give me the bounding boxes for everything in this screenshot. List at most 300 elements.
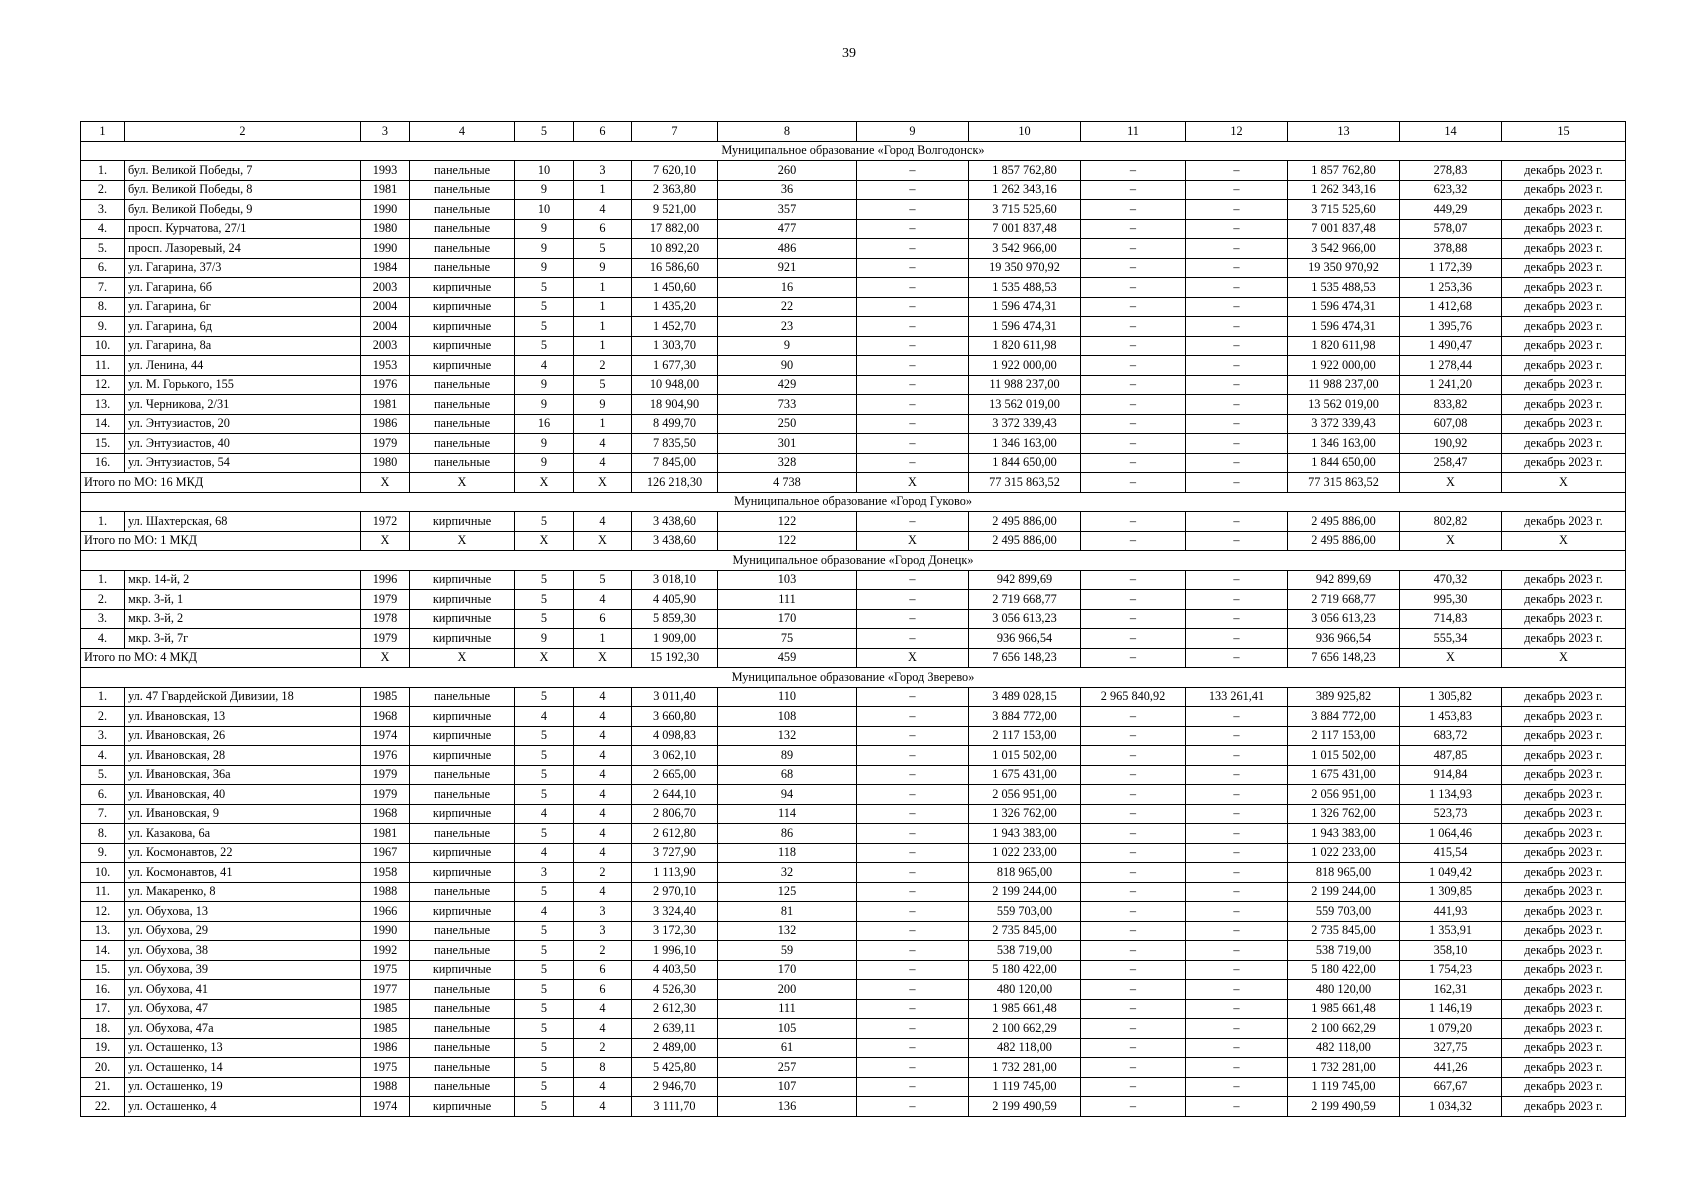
table-cell: – <box>1186 200 1288 220</box>
table-cell: – <box>1186 161 1288 181</box>
table-cell: 10. <box>81 863 125 883</box>
table-cell: 3 542 966,00 <box>969 239 1081 259</box>
table-cell: – <box>1081 609 1186 629</box>
table-cell: – <box>857 687 969 707</box>
table-cell: декабрь 2023 г. <box>1502 375 1626 395</box>
table-cell: ул. Ивановская, 40 <box>125 785 361 805</box>
table-cell: – <box>1186 278 1288 298</box>
section-total-row <box>81 473 1626 493</box>
table-cell: панельные <box>410 239 515 259</box>
table-cell: ул. Обухова, 29 <box>125 921 361 941</box>
table-cell: – <box>857 161 969 181</box>
table-cell: 9 <box>515 395 574 415</box>
table-cell: панельные <box>410 1019 515 1039</box>
table-cell: 1 732 281,00 <box>969 1058 1081 1078</box>
table-cell: 1 241,20 <box>1400 375 1502 395</box>
column-number-header <box>81 122 1626 142</box>
table-cell: – <box>1081 726 1186 746</box>
table-cell: ул. Космонавтов, 22 <box>125 843 361 863</box>
housing-register-table <box>80 121 1626 1117</box>
table-cell: 108 <box>718 707 857 727</box>
table-cell: декабрь 2023 г. <box>1502 414 1626 434</box>
table-cell: панельные <box>410 1077 515 1097</box>
table-row <box>81 570 1626 590</box>
table-cell: 3 715 525,60 <box>1288 200 1400 220</box>
table-cell: ул. Осташенко, 4 <box>125 1097 361 1117</box>
table-cell: 1990 <box>361 921 410 941</box>
table-cell: 4. <box>81 629 125 649</box>
table-cell: 1 049,42 <box>1400 863 1502 883</box>
table-cell: – <box>1186 356 1288 376</box>
table-cell: 1 535 488,53 <box>969 278 1081 298</box>
table-cell: 18. <box>81 1019 125 1039</box>
table-cell: 9 <box>718 336 857 356</box>
table-cell: кирпичные <box>410 336 515 356</box>
table-cell: ул. Макаренко, 8 <box>125 882 361 902</box>
table-cell: 3 372 339,43 <box>1288 414 1400 434</box>
table-cell: – <box>1186 629 1288 649</box>
table-cell: ул. Шахтерская, 68 <box>125 512 361 532</box>
table-cell: 19 350 970,92 <box>969 258 1081 278</box>
table-cell: 136 <box>718 1097 857 1117</box>
table-cell: панельные <box>410 1038 515 1058</box>
table-cell: 327,75 <box>1400 1038 1502 1058</box>
table-cell: 36 <box>718 180 857 200</box>
table-cell: 4 <box>515 356 574 376</box>
table-cell: 2 363,80 <box>632 180 718 200</box>
table-cell: – <box>857 590 969 610</box>
table-row <box>81 1058 1626 1078</box>
table-cell: 4 <box>574 726 632 746</box>
table-cell: 5 180 422,00 <box>1288 960 1400 980</box>
table-cell: 5 <box>515 512 574 532</box>
table-cell: 5 <box>515 726 574 746</box>
table-cell: – <box>1186 941 1288 961</box>
table-cell: 1. <box>81 570 125 590</box>
table-cell: – <box>857 804 969 824</box>
table-cell: декабрь 2023 г. <box>1502 570 1626 590</box>
table-cell: 3 <box>515 863 574 883</box>
total-cell: 4 738 <box>718 473 857 493</box>
table-cell: 94 <box>718 785 857 805</box>
table-row <box>81 804 1626 824</box>
total-cell: X <box>410 531 515 551</box>
table-cell: декабрь 2023 г. <box>1502 239 1626 259</box>
table-cell: 11 988 237,00 <box>969 375 1081 395</box>
table-cell: декабрь 2023 г. <box>1502 512 1626 532</box>
table-cell: 107 <box>718 1077 857 1097</box>
table-cell: 5 <box>574 375 632 395</box>
table-cell: 1984 <box>361 258 410 278</box>
table-cell: 1 134,93 <box>1400 785 1502 805</box>
table-row <box>81 1097 1626 1117</box>
table-cell: – <box>1186 999 1288 1019</box>
table-cell: ул. 47 Гвардейской Дивизии, 18 <box>125 687 361 707</box>
table-cell: – <box>1081 414 1186 434</box>
table-cell: 5 <box>515 785 574 805</box>
table-cell: 683,72 <box>1400 726 1502 746</box>
table-cell: 5 <box>515 921 574 941</box>
table-cell: – <box>857 941 969 961</box>
table-cell: 2 612,30 <box>632 999 718 1019</box>
table-cell: – <box>857 356 969 376</box>
table-cell: 559 703,00 <box>1288 902 1400 922</box>
table-cell: 32 <box>718 863 857 883</box>
table-cell: – <box>1081 785 1186 805</box>
table-cell: – <box>1186 726 1288 746</box>
table-cell: ул. Гагарина, 37/3 <box>125 258 361 278</box>
table-cell: 5 <box>515 278 574 298</box>
table-cell: 415,54 <box>1400 843 1502 863</box>
table-cell: кирпичные <box>410 804 515 824</box>
total-cell: – <box>1081 531 1186 551</box>
table-cell: – <box>1081 902 1186 922</box>
table-cell: 5 <box>574 239 632 259</box>
table-cell: декабрь 2023 г. <box>1502 785 1626 805</box>
table-cell: – <box>857 317 969 337</box>
table-cell: 4 <box>574 882 632 902</box>
table-cell: 1 412,68 <box>1400 297 1502 317</box>
table-cell: кирпичные <box>410 570 515 590</box>
table-cell: 1974 <box>361 1097 410 1117</box>
table-cell: 15. <box>81 960 125 980</box>
table-cell: – <box>1081 336 1186 356</box>
table-cell: 1 754,23 <box>1400 960 1502 980</box>
column-number-cell: 12 <box>1186 122 1288 142</box>
table-cell: 441,93 <box>1400 902 1502 922</box>
table-cell: 1 146,19 <box>1400 999 1502 1019</box>
table-cell: 22. <box>81 1097 125 1117</box>
table-cell: ул. Обухова, 38 <box>125 941 361 961</box>
table-cell: 2 056 951,00 <box>969 785 1081 805</box>
table-cell: – <box>1081 356 1186 376</box>
table-cell: 4 <box>574 824 632 844</box>
table-cell: 7 001 837,48 <box>1288 219 1400 239</box>
table-cell: – <box>857 746 969 766</box>
table-cell: 9 <box>515 375 574 395</box>
table-cell: 5 <box>574 570 632 590</box>
table-cell: 1 922 000,00 <box>1288 356 1400 376</box>
table-cell: – <box>1081 278 1186 298</box>
table-cell: 1981 <box>361 180 410 200</box>
table-cell: декабрь 2023 г. <box>1502 726 1626 746</box>
table-cell: 17 882,00 <box>632 219 718 239</box>
table-cell: 1 435,20 <box>632 297 718 317</box>
table-cell: 1 119 745,00 <box>969 1077 1081 1097</box>
table-row <box>81 512 1626 532</box>
table-cell: 482 118,00 <box>1288 1038 1400 1058</box>
table-cell: 1979 <box>361 765 410 785</box>
table-cell: 1 113,90 <box>632 863 718 883</box>
table-cell: – <box>857 570 969 590</box>
table-cell: 3 727,90 <box>632 843 718 863</box>
table-cell: 936 966,54 <box>1288 629 1400 649</box>
table-cell: 61 <box>718 1038 857 1058</box>
table-cell: – <box>1081 161 1186 181</box>
table-row <box>81 414 1626 434</box>
table-cell: 5 <box>515 746 574 766</box>
table-cell: 2004 <box>361 297 410 317</box>
table-cell: – <box>857 297 969 317</box>
table-cell: 4 <box>574 746 632 766</box>
table-cell: – <box>1186 1058 1288 1078</box>
table-cell: – <box>1186 882 1288 902</box>
table-row <box>81 999 1626 1019</box>
table-row <box>81 902 1626 922</box>
table-cell: 4 <box>574 765 632 785</box>
table-cell: 1977 <box>361 980 410 1000</box>
table-cell: декабрь 2023 г. <box>1502 687 1626 707</box>
table-cell: 449,29 <box>1400 200 1502 220</box>
column-number-cell: 2 <box>125 122 361 142</box>
table-cell: кирпичные <box>410 609 515 629</box>
table-cell: кирпичные <box>410 746 515 766</box>
table-cell: – <box>857 336 969 356</box>
table-cell: 16. <box>81 980 125 1000</box>
table-cell: – <box>1081 941 1186 961</box>
table-cell: 2 644,10 <box>632 785 718 805</box>
table-cell: 833,82 <box>1400 395 1502 415</box>
table-cell: 487,85 <box>1400 746 1502 766</box>
table-cell: 578,07 <box>1400 219 1502 239</box>
total-cell: X <box>361 648 410 668</box>
table-cell: 4 <box>574 453 632 473</box>
table-cell: 486 <box>718 239 857 259</box>
table-cell: – <box>1081 375 1186 395</box>
table-cell: 2 965 840,92 <box>1081 687 1186 707</box>
table-cell: – <box>857 1038 969 1058</box>
table-cell: 8. <box>81 824 125 844</box>
table-cell: 118 <box>718 843 857 863</box>
table-cell: 6. <box>81 785 125 805</box>
table-row <box>81 258 1626 278</box>
table-cell: 23 <box>718 317 857 337</box>
table-cell: 4 <box>574 707 632 727</box>
table-row <box>81 960 1626 980</box>
total-cell: 126 218,30 <box>632 473 718 493</box>
table-cell: 2003 <box>361 336 410 356</box>
table-cell: 16 <box>718 278 857 298</box>
table-cell: 5 <box>515 999 574 1019</box>
table-cell: кирпичные <box>410 512 515 532</box>
table-cell: 11 988 237,00 <box>1288 375 1400 395</box>
total-cell: 77 315 863,52 <box>969 473 1081 493</box>
table-cell: 278,83 <box>1400 161 1502 181</box>
section-total-row <box>81 531 1626 551</box>
table-cell: декабрь 2023 г. <box>1502 882 1626 902</box>
table-cell: 250 <box>718 414 857 434</box>
table-cell: декабрь 2023 г. <box>1502 453 1626 473</box>
total-cell: – <box>1186 531 1288 551</box>
table-cell: 260 <box>718 161 857 181</box>
table-cell: – <box>857 629 969 649</box>
table-cell: 6 <box>574 219 632 239</box>
table-cell: – <box>1186 824 1288 844</box>
table-cell: – <box>857 375 969 395</box>
table-cell: ул. Осташенко, 19 <box>125 1077 361 1097</box>
total-cell: 122 <box>718 531 857 551</box>
table-cell: кирпичные <box>410 902 515 922</box>
total-cell: X <box>1400 531 1502 551</box>
column-number-cell: 11 <box>1081 122 1186 142</box>
table-cell: 59 <box>718 941 857 961</box>
table-cell: 5 <box>515 765 574 785</box>
table-cell: 1 732 281,00 <box>1288 1058 1400 1078</box>
table-cell: декабрь 2023 г. <box>1502 765 1626 785</box>
table-cell: панельные <box>410 1058 515 1078</box>
table-cell: 1 305,82 <box>1400 687 1502 707</box>
table-cell: 111 <box>718 999 857 1019</box>
table-cell: декабрь 2023 г. <box>1502 1019 1626 1039</box>
table-cell: 1968 <box>361 707 410 727</box>
table-cell: 3 372 339,43 <box>969 414 1081 434</box>
table-cell: 389 925,82 <box>1288 687 1400 707</box>
table-cell: 1 820 611,98 <box>969 336 1081 356</box>
table-cell: – <box>1081 570 1186 590</box>
table-cell: 16. <box>81 453 125 473</box>
table-cell: – <box>1081 180 1186 200</box>
table-cell: 3. <box>81 726 125 746</box>
table-cell: – <box>1186 512 1288 532</box>
table-cell: ул. Ивановская, 28 <box>125 746 361 766</box>
table-cell: декабрь 2023 г. <box>1502 1097 1626 1117</box>
table-cell: – <box>857 921 969 941</box>
table-cell: 4 403,50 <box>632 960 718 980</box>
total-cell: X <box>515 531 574 551</box>
column-number-cell: 13 <box>1288 122 1400 142</box>
table-cell: 68 <box>718 765 857 785</box>
column-number-cell: 4 <box>410 122 515 142</box>
table-cell: 1 <box>574 317 632 337</box>
table-cell: – <box>1186 453 1288 473</box>
table-cell: 1975 <box>361 1058 410 1078</box>
table-cell: 15. <box>81 434 125 454</box>
table-cell: 10 948,00 <box>632 375 718 395</box>
total-label: Итого по МО: 1 МКД <box>81 531 361 551</box>
table-cell: 4 <box>574 687 632 707</box>
table-cell: 10 892,20 <box>632 239 718 259</box>
table-cell: 1985 <box>361 1019 410 1039</box>
table-cell: 9 <box>574 258 632 278</box>
table-cell: 9 <box>515 239 574 259</box>
table-cell: – <box>1186 570 1288 590</box>
table-cell: 1 909,00 <box>632 629 718 649</box>
table-cell: – <box>1081 317 1186 337</box>
table-cell: 5 <box>515 960 574 980</box>
table-cell: 328 <box>718 453 857 473</box>
table-cell: 1 <box>574 297 632 317</box>
table-cell: 2003 <box>361 278 410 298</box>
total-label: Итого по МО: 16 МКД <box>81 473 361 493</box>
table-cell: 89 <box>718 746 857 766</box>
table-cell: 480 120,00 <box>1288 980 1400 1000</box>
table-cell: декабрь 2023 г. <box>1502 980 1626 1000</box>
table-cell: – <box>1186 414 1288 434</box>
table-cell: 4 <box>515 843 574 863</box>
table-cell: бул. Великой Победы, 7 <box>125 161 361 181</box>
table-cell: 1979 <box>361 590 410 610</box>
table-cell: 3 715 525,60 <box>969 200 1081 220</box>
table-cell: – <box>1081 1058 1186 1078</box>
table-cell: 2 970,10 <box>632 882 718 902</box>
table-cell: – <box>1081 765 1186 785</box>
table-cell: 9. <box>81 843 125 863</box>
table-cell: – <box>1081 434 1186 454</box>
table-cell: – <box>857 609 969 629</box>
table-cell: 6 <box>574 980 632 1000</box>
table-cell: 7. <box>81 278 125 298</box>
section-title: Муниципальное образование «Город Гуково» <box>81 492 1626 512</box>
table-cell: 1 353,91 <box>1400 921 1502 941</box>
table-cell: 1 596 474,31 <box>1288 317 1400 337</box>
table-cell: 358,10 <box>1400 941 1502 961</box>
table-cell: панельные <box>410 434 515 454</box>
table-cell: ул. Гагарина, 6б <box>125 278 361 298</box>
table-cell: 1 675 431,00 <box>1288 765 1400 785</box>
table-cell: декабрь 2023 г. <box>1502 921 1626 941</box>
table-cell: 1979 <box>361 434 410 454</box>
table-cell: просп. Курчатова, 27/1 <box>125 219 361 239</box>
table-cell: – <box>857 1097 969 1117</box>
table-cell: 4 <box>574 785 632 805</box>
table-cell: 1 857 762,80 <box>969 161 1081 181</box>
table-row <box>81 687 1626 707</box>
table-cell: панельные <box>410 258 515 278</box>
table-cell: 1 015 502,00 <box>1288 746 1400 766</box>
table-cell: – <box>1081 1019 1186 1039</box>
table-cell: 5 <box>515 824 574 844</box>
column-number-cell: 7 <box>632 122 718 142</box>
table-cell: ул. М. Горького, 155 <box>125 375 361 395</box>
total-cell: 7 656 148,23 <box>969 648 1081 668</box>
column-number-cell: 6 <box>574 122 632 142</box>
table-cell: – <box>1081 1038 1186 1058</box>
table-cell: 3 <box>574 161 632 181</box>
table-cell: 14. <box>81 941 125 961</box>
table-cell: 1979 <box>361 785 410 805</box>
table-cell: кирпичные <box>410 960 515 980</box>
table-cell: 19. <box>81 1038 125 1058</box>
table-cell: декабрь 2023 г. <box>1502 902 1626 922</box>
table-cell: панельные <box>410 453 515 473</box>
table-cell: 2 806,70 <box>632 804 718 824</box>
table-cell: 3 884 772,00 <box>1288 707 1400 727</box>
table-cell: 1968 <box>361 804 410 824</box>
table-cell: – <box>1186 609 1288 629</box>
table-cell: 1986 <box>361 414 410 434</box>
table-cell: 13. <box>81 921 125 941</box>
table-cell: 7. <box>81 804 125 824</box>
table-cell: 1985 <box>361 999 410 1019</box>
table-cell: – <box>1186 1038 1288 1058</box>
total-cell: – <box>1186 648 1288 668</box>
total-cell: X <box>361 473 410 493</box>
table-cell: 1988 <box>361 1077 410 1097</box>
table-cell: – <box>857 1058 969 1078</box>
table-row <box>81 375 1626 395</box>
table-cell: 11. <box>81 356 125 376</box>
table-cell: 2 719 668,77 <box>969 590 1081 610</box>
table-cell: 2 719 668,77 <box>1288 590 1400 610</box>
table-cell: декабрь 2023 г. <box>1502 843 1626 863</box>
table-cell: 200 <box>718 980 857 1000</box>
table-cell: 523,73 <box>1400 804 1502 824</box>
total-cell: X <box>515 648 574 668</box>
total-cell: X <box>1502 648 1626 668</box>
table-cell: 125 <box>718 882 857 902</box>
column-number-cell: 8 <box>718 122 857 142</box>
table-cell: 2 199 490,59 <box>1288 1097 1400 1117</box>
